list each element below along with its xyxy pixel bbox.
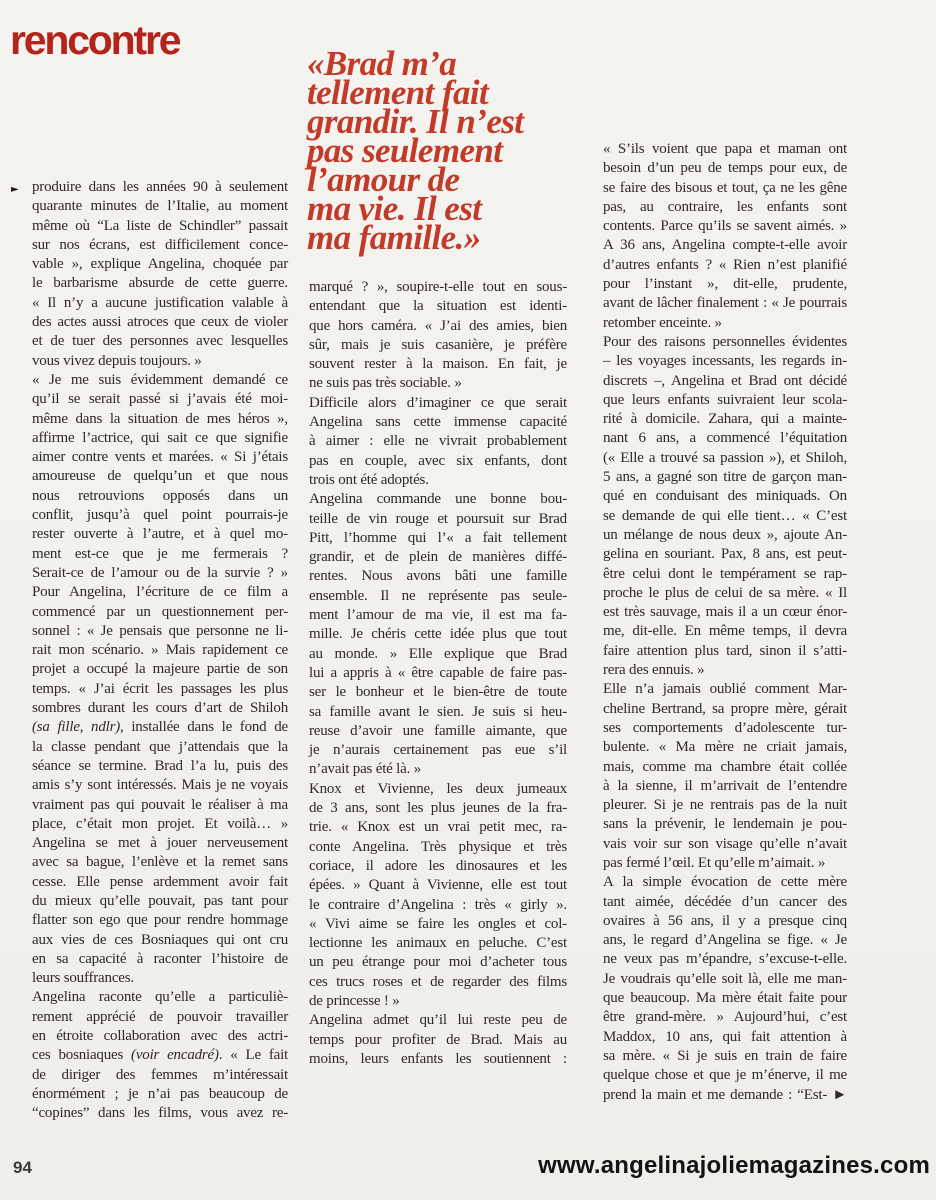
- text-line: temps pour profiter de Brad. Mais au: [309, 1031, 568, 1048]
- text-line: Angelina commande une bonne bou-: [309, 491, 568, 508]
- text-line: Knox et Vivienne, les deux jumeaux: [309, 780, 567, 797]
- text-line: qu’il se serait passé si j’avais été moi-: [32, 391, 288, 408]
- text-line: sans la prévenir, le lendemain je pou-: [603, 816, 847, 833]
- text-line: et de tuer des personnes avec lesquelles: [32, 333, 288, 350]
- text-line: pleurer. Si je ne rentrais pas de la nuit: [603, 797, 847, 814]
- text-line: amis s’y sont intéressés. Mais je ne voyais: [32, 777, 289, 794]
- text-line: « Vivi aime se faire les ongles et col-: [309, 915, 567, 932]
- text-line: sûr, mais je suis casanière, je préfère: [309, 336, 568, 353]
- text-line: aux vies de ces Bosniaques qui ont cru: [32, 931, 289, 948]
- text-line: avant de lâcher finalement : « Je pourrais: [603, 295, 847, 312]
- pull-quote-line: ma vie. Il est: [307, 189, 482, 228]
- text-line: – les voyages incessants, les regards in-: [603, 353, 847, 370]
- text-line: vable », explique Angelina, choquée par: [32, 256, 289, 273]
- text-line: mais, comme ma chambre était collée: [603, 758, 847, 775]
- text-line: pour l’instant », dit-elle, prudente,: [603, 276, 848, 293]
- pull-quote-line: «Brad m’a: [307, 44, 457, 83]
- text-line: gelina en souriant. Pax, 8 ans, est peut-: [603, 546, 847, 563]
- text-line: amoureuse de quelqu’un et que nous: [32, 468, 288, 485]
- text-line: souvent rester à la maison. En fait, je: [309, 356, 567, 373]
- text-line: entendant que la situation est identi-: [309, 298, 567, 315]
- text-line: retomber enceinte. »: [603, 314, 722, 331]
- text-line: épées. » Quant à Vivienne, elle est tout: [309, 877, 568, 894]
- text-line: que hors caméra. « J’ai des amies, bien: [309, 317, 567, 334]
- text-line: ses comportements d’adolescente tur-: [603, 719, 847, 736]
- text-line: avec sa bague, l’enlève et la remet sans: [32, 854, 288, 871]
- text-line: ne suis pas très sociable. »: [309, 375, 462, 392]
- text-line: sur nos écrans, est difficilement conce-: [32, 236, 289, 253]
- text-line: ser le bonheur et le bien-être de toute: [309, 684, 567, 701]
- pull-quote-line: pas seulement: [307, 131, 503, 170]
- text-line: pas fermé l’œil. Et qu’elle m’aimait. »: [603, 854, 826, 871]
- text-line: ans, le regard d’Angelina se fige. « Je: [603, 932, 847, 949]
- text-line: en étroite collaboration avec des actri-: [32, 1028, 289, 1045]
- text-line: aimer contre vents et marées. « Si j’étais: [32, 449, 288, 466]
- text-line: sa famille avant le sien. Je suis si heu-: [309, 703, 568, 720]
- text-line: cesse. Elle pense ardemment avoir fait: [32, 873, 288, 890]
- text-line: ment l’amour de ma vie, il est ma fa-: [309, 607, 567, 624]
- article-column-2: [309, 278, 567, 1069]
- text-line: ment est-ce que je me fermerais ?: [32, 545, 288, 562]
- text-line: Angelina admet qu’il lui reste peu de: [309, 1012, 567, 1029]
- text-line: sombres durant les cours d’art de Shiloh: [32, 700, 288, 717]
- text-line: grandir, et de plein de manières diffé-: [309, 549, 567, 566]
- text-line: quelque chose et que je m’énerve, il me: [603, 1067, 848, 1084]
- text-line: vraiment pas qui pouvait le réaliser à ma: [32, 796, 288, 813]
- text-line: au monde. » Elle explique que Brad: [309, 645, 567, 662]
- text-line: bulente. « Ma mère ne criait jamais,: [603, 739, 848, 756]
- text-line: vous vivez depuis toujours. »: [32, 352, 202, 369]
- text-line: vais voir sur son visage qu’elle n’avait: [603, 835, 848, 852]
- text-line: se demande de qui elle tient… « C’est: [603, 507, 847, 524]
- text-line: trois ont été adoptés.: [309, 471, 429, 488]
- text-line: (« Elle a trouvé sa passion »), et Shiloh,: [603, 449, 848, 466]
- text-line: commencé par un questionnement per-: [32, 603, 288, 620]
- text-line: la classe pendant que j’attendais que la: [32, 738, 289, 755]
- continuation-arrow-icon: ►: [11, 184, 19, 195]
- text-line: rait mon scénario. » Mais rapidement ce: [32, 642, 288, 659]
- text-line: de 3 ans, sont les plus jeunes de la fra-: [309, 800, 568, 817]
- text-line: place, c’était mon projet. Et voilà… »: [32, 815, 289, 832]
- text-line: ovaires à 56 ans, il y a presque cinq: [603, 912, 847, 929]
- text-line: conflit, jusqu’à quel point pourrais-je: [32, 507, 288, 524]
- text-line: Pitt, l’homme qui l’« a fait tellement: [309, 529, 568, 546]
- text-line: affirme l’actrice, qui sait ce que signifie: [32, 429, 288, 446]
- text-line: Je voudrais qu’elle soit là, elle me man-: [603, 970, 847, 987]
- text-line: contents. Parce qu’ils se savent aimés. »: [603, 218, 847, 235]
- text-line: projet a occupé la majeure partie de son: [32, 661, 288, 678]
- text-line: des actes aussi atroces que ceux de violer: [32, 314, 289, 331]
- text-line: flatter son ego que pour rendre hommage: [32, 912, 288, 929]
- text-line: tant aimée, décédée d’un cancer des: [603, 893, 848, 910]
- pull-quote-line: tellement fait: [307, 73, 489, 112]
- text-line: Pour des raisons personnelles évidentes: [603, 333, 848, 350]
- text-line: proche le plus de celui de sa mère. « Il: [603, 584, 847, 601]
- text-line: marqué ? », soupire-t-elle tout en sous-: [309, 279, 568, 295]
- text-line: être grand-mère. » Aujourd’hui, c’est: [603, 1009, 848, 1026]
- text-line: Angelina raconte qu’elle a particuliè-: [32, 989, 288, 1006]
- text-line: ensemble. Il ne représente pas seule-: [309, 587, 568, 604]
- pull-quote-line: l’amour de: [307, 160, 460, 199]
- text-line: produire dans les années 90 à seulement: [32, 179, 288, 195]
- text-line: à aimer : elle ne vivrait probablement: [309, 433, 567, 450]
- text-line: conte Angelina. Très physique et très: [309, 838, 567, 855]
- page-number: 94: [13, 1158, 32, 1177]
- text-line: prend la main et me demande : “Est- ►: [603, 1086, 847, 1103]
- pull-quote-line: ma famille.»: [307, 218, 481, 257]
- text-line: pas, au contraire, les enfants sont: [603, 198, 847, 215]
- text-line: « S’ils voient que papa et maman ont: [603, 141, 848, 157]
- text-line: mille. Je chéris cette idée plus que tout: [309, 626, 567, 643]
- text-line: « Il n’y a aucune justification valable à: [32, 294, 288, 311]
- text-line: n’avait pas été là. »: [309, 761, 421, 778]
- text-line: (sa fille, ndlr), installée dans le fond de: [32, 719, 288, 736]
- text-line: Difficile alors d’imaginer ce que serait: [309, 394, 568, 411]
- text-line: A 36 ans, Angelina compte-t-elle avoir: [603, 237, 847, 254]
- text-line: lectionne les animaux en peluche. C’est: [309, 935, 567, 952]
- text-line: temps. « J’ai écrit les passages les plus: [32, 680, 289, 697]
- text-line: A la simple évocation de cette mère: [603, 874, 847, 891]
- article-column-3: [603, 140, 847, 1105]
- text-line: à la sienne, il m’arrivait de l’entendre: [603, 777, 848, 794]
- text-line: énormément ; je n’ai pas beaucoup de: [32, 1085, 288, 1102]
- text-line: séance se termine. Brad l’a lu, puis des: [32, 757, 288, 774]
- text-line: du mieux qu’elle pouvait, pas tant pour: [32, 892, 289, 909]
- text-line: le contraire d’Angelina : très « girly ».: [309, 896, 567, 913]
- text-line: 5 ans, a gagné son titre de garçon man-: [603, 469, 847, 486]
- text-line: se faire des bisous et tout, ça ne les gêne: [603, 179, 847, 196]
- text-line: discrets –, Angelina et Brad ont décidé: [603, 372, 848, 389]
- text-line: teille de vin rouge et poursuit sur Brad: [309, 510, 567, 527]
- text-line: de princesse ! »: [309, 992, 400, 1009]
- text-line: reuse d’avoir une famille aimante, que: [309, 722, 567, 739]
- website-url: www.angelinajoliemagazines.com: [538, 1152, 930, 1179]
- section-label: rencontre: [10, 17, 180, 63]
- text-line: Elle n’a jamais oublié comment Mar-: [603, 681, 848, 698]
- text-line: être celui dont le tempérament se rap-: [603, 565, 847, 582]
- text-line: quarante minutes de l’Italie, au moment: [32, 198, 288, 215]
- text-line: est très sauvage, mais il a un cœur énor-: [603, 604, 847, 621]
- text-line: le barbarisme absurde de cette guerre.: [32, 275, 288, 292]
- text-line: nant 6 ans, a commencé l’équitation: [603, 430, 847, 447]
- text-line: Angelina se met à jouer nerveusement: [32, 835, 288, 852]
- text-line: rentes. Nous avons bâti une famille: [309, 568, 568, 585]
- text-line: moins, leurs enfants les soutiennent :: [309, 1050, 567, 1067]
- text-line: nous retrouvions opposés dans un: [32, 487, 289, 504]
- text-line: pas en couple, avec six enfants, dont: [309, 452, 568, 469]
- text-line: Serait-ce de l’amour ou de la survie ? »: [32, 564, 288, 581]
- text-line: faire attention plus tard, sinon il s’atti-: [603, 642, 848, 659]
- text-line: sa mère. « Si je suis en train de faire: [603, 1047, 848, 1064]
- pull-quote-line: grandir. Il n’est: [307, 102, 524, 141]
- text-line: je n’aurais certainement pas eue s’il: [309, 742, 568, 759]
- text-line: cheline Bertrand, sa propre mère, gérait: [603, 700, 848, 717]
- text-line: un mélange de nous deux », ajoute An-: [603, 526, 848, 543]
- text-line: qué en conduisant des miniquads. On: [603, 488, 847, 505]
- text-line: Pour Angelina, l’écriture de ce film a: [32, 584, 288, 601]
- text-line: rera des ennuis. »: [603, 662, 705, 679]
- text-line: rité à domicile. Zahara, qui a mainte-: [603, 411, 847, 428]
- text-line: en sa capacité à raconter l’histoire de: [32, 950, 288, 967]
- text-line: besoin d’un peu de temps pour eux, de: [603, 160, 848, 177]
- text-line: que leurs enfants suivraient leur scola-: [603, 391, 848, 408]
- text-line: même où “La liste de Schindler” passait: [32, 217, 288, 234]
- pull-quote: [307, 44, 607, 257]
- text-line: rester ouverte à l’autre, et à quel mo-: [32, 526, 288, 543]
- text-line: un peu étrange pour moi d’acheter tous: [309, 954, 567, 971]
- text-line: sonnel : « Je pensais que personne ne li-: [32, 622, 289, 639]
- text-line: coriace, il adore les dinosaures et les: [309, 857, 568, 874]
- text-line: lui a appris à « être capable de faire pas-: [309, 664, 568, 681]
- text-line: Angelina sans cette immense capacité: [309, 414, 568, 431]
- article-column-1: [32, 178, 288, 1124]
- text-line: “copines” dans les films, vous avez re-: [32, 1105, 288, 1122]
- text-line: leurs souffrances.: [32, 970, 134, 987]
- text-line: trie. « Knox est un vrai petit mec, ra-: [309, 819, 568, 836]
- text-line: « Je me suis évidemment demandé ce: [32, 371, 288, 388]
- text-line: ces bosniaques (voir encadré). « Le fait: [32, 1047, 289, 1064]
- text-line: même dans la situation de mes héros »,: [32, 410, 288, 427]
- text-line: me, dit-elle. En même temps, il devra: [603, 623, 847, 640]
- text-line: que beaucoup. Ma mère était faite pour: [603, 990, 847, 1007]
- text-line: de diriger des femmes m’intéressait: [32, 1066, 288, 1083]
- text-line: ne veux pas m’épandre, s’excuse-t-elle.: [603, 951, 847, 968]
- text-line: rement apprécié de pouvoir travailler: [32, 1008, 288, 1025]
- text-line: Maddox, 10 ans, qui fait attention à: [603, 1028, 848, 1045]
- text-line: ces trucs roses et de regarder des films: [309, 973, 568, 990]
- text-line: d’autres enfants ? « Rien n’est planifié: [603, 256, 847, 273]
